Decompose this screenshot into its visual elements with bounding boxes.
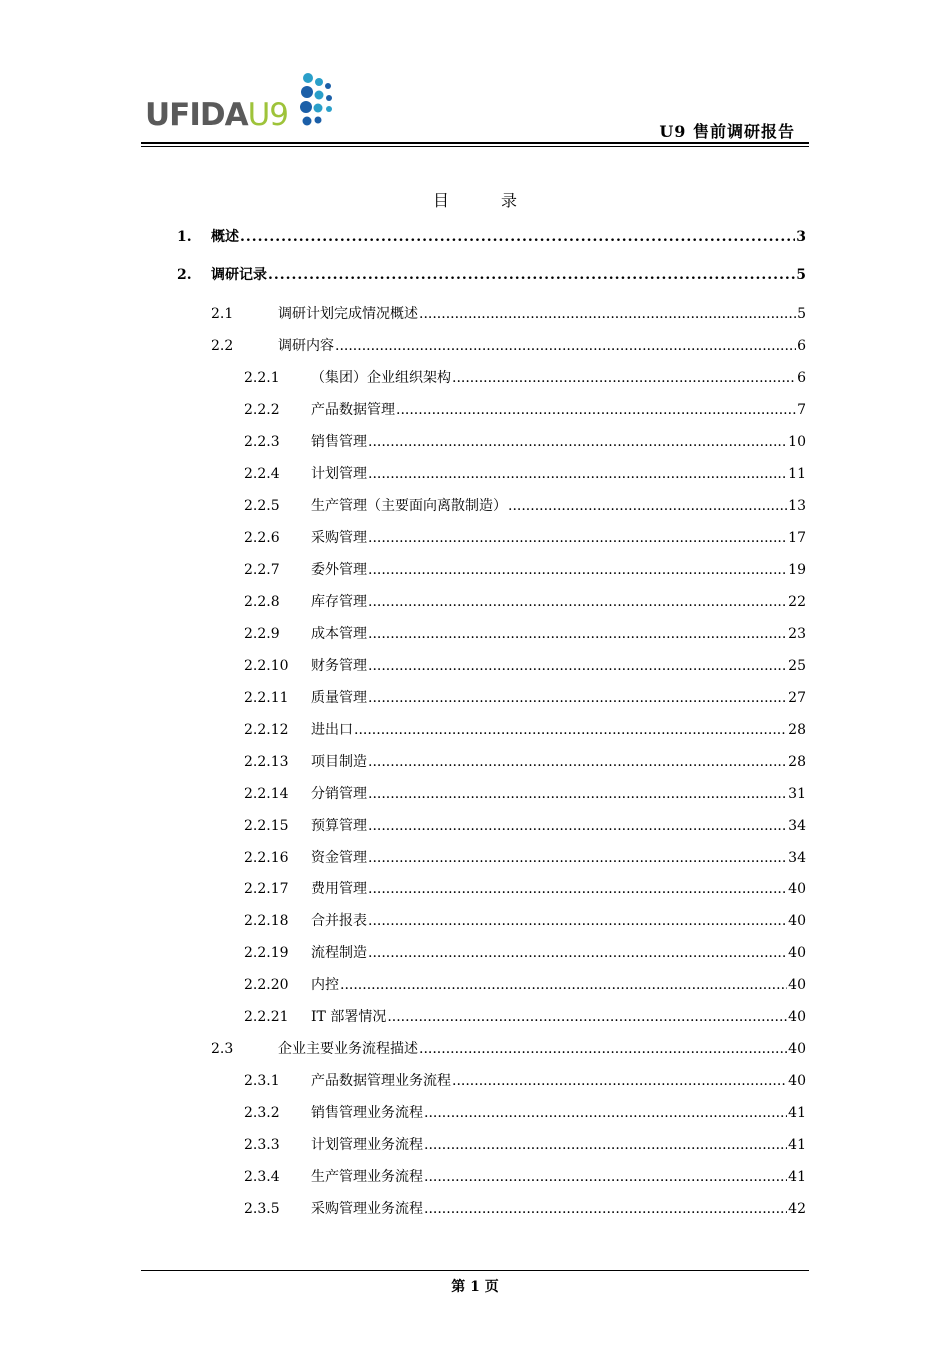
toc-dot-leader bbox=[368, 879, 787, 899]
toc-entry-page: 40 bbox=[788, 1073, 806, 1089]
toc-entry-title: 财务管理 bbox=[311, 658, 367, 674]
toc-entry-number: 2.3.2 bbox=[244, 1105, 280, 1121]
toc-entry[interactable] bbox=[244, 975, 806, 995]
toc-entry-title: 流程制造 bbox=[311, 945, 367, 961]
toc-entry[interactable] bbox=[211, 336, 806, 356]
toc-dot-leader bbox=[387, 1007, 787, 1027]
toc-entry[interactable] bbox=[244, 1103, 806, 1123]
toc-heading-char-2: 录 bbox=[501, 191, 518, 210]
toc-dot-leader bbox=[452, 368, 796, 388]
toc-entry[interactable] bbox=[244, 816, 806, 836]
toc-entry-title: 项目制造 bbox=[311, 754, 367, 770]
toc-entry-page: 31 bbox=[788, 786, 806, 802]
toc-entry-number: 2.2.12 bbox=[244, 722, 289, 738]
toc-entry-page: 42 bbox=[788, 1201, 806, 1217]
toc-entry-page: 23 bbox=[788, 626, 806, 642]
toc-entry-number: 2.2.11 bbox=[244, 690, 289, 706]
toc-entry-page: 28 bbox=[788, 722, 806, 738]
toc-entry-page: 11 bbox=[788, 466, 806, 482]
toc-dot-leader bbox=[368, 752, 787, 772]
toc-entry-title: （集团）企业组织架构 bbox=[311, 370, 451, 386]
toc-dot-leader bbox=[368, 911, 787, 931]
toc-entry-number: 2.2.9 bbox=[244, 626, 280, 642]
toc-entry-title: 计划管理业务流程 bbox=[311, 1137, 423, 1153]
toc-entry-title: 合并报表 bbox=[311, 913, 367, 929]
toc-entry-number: 2.2.21 bbox=[244, 1009, 289, 1025]
toc-entry-title: IT 部署情况 bbox=[311, 1009, 387, 1025]
toc-entry[interactable] bbox=[177, 227, 806, 247]
toc-entry-number: 2.2.19 bbox=[244, 945, 289, 961]
ufida-u9-logo bbox=[145, 70, 345, 136]
toc-dot-leader bbox=[424, 1135, 787, 1155]
toc-entry-title: 费用管理 bbox=[311, 881, 367, 897]
toc-entry-title: 内控 bbox=[311, 977, 339, 993]
toc-entry-page: 19 bbox=[788, 562, 806, 578]
toc-entry-page: 40 bbox=[788, 945, 806, 961]
toc-entry[interactable] bbox=[244, 528, 806, 548]
toc-heading bbox=[0, 188, 950, 211]
toc-entry-title: 生产管理业务流程 bbox=[311, 1169, 423, 1185]
toc-entry-page: 17 bbox=[788, 530, 806, 546]
toc-entry-title: 销售管理业务流程 bbox=[311, 1105, 423, 1121]
logo-text-ufida: UFIDA bbox=[145, 97, 248, 133]
toc-entry[interactable] bbox=[244, 1007, 806, 1027]
toc-dot-leader bbox=[368, 528, 787, 548]
toc-entry-page: 6 bbox=[797, 370, 806, 386]
toc-entry-number: 1. bbox=[177, 229, 192, 245]
toc-entry-number: 2. bbox=[177, 267, 192, 283]
toc-entry[interactable] bbox=[244, 1167, 806, 1187]
toc-entry-title: 产品数据管理业务流程 bbox=[311, 1073, 451, 1089]
logo-text-u9: U9 bbox=[247, 97, 289, 133]
toc-entry-page: 40 bbox=[788, 881, 806, 897]
toc-entry-title: 资金管理 bbox=[311, 850, 367, 866]
toc-entry-page: 41 bbox=[788, 1169, 806, 1185]
toc-entry-page: 10 bbox=[788, 434, 806, 450]
toc-entry-title: 委外管理 bbox=[311, 562, 367, 578]
toc-entry-page: 5 bbox=[796, 267, 806, 283]
toc-dot-leader bbox=[424, 1103, 787, 1123]
toc-entry-number: 2.2.6 bbox=[244, 530, 280, 546]
toc-entry-title: 调研计划完成情况概述 bbox=[278, 306, 418, 322]
toc-entry-number: 2.2.3 bbox=[244, 434, 280, 450]
toc-entry-number: 2.2.8 bbox=[244, 594, 280, 610]
toc-entry[interactable] bbox=[244, 848, 806, 868]
toc-entry[interactable] bbox=[244, 624, 806, 644]
logo-wordmark bbox=[145, 97, 289, 133]
toc-entry-number: 2.2.13 bbox=[244, 754, 289, 770]
toc-entry[interactable] bbox=[244, 943, 806, 963]
toc-entry-title: 企业主要业务流程描述 bbox=[278, 1041, 418, 1057]
toc-dot-leader bbox=[368, 688, 787, 708]
header-rule-thin bbox=[141, 146, 809, 147]
toc-entry-number: 2.3.3 bbox=[244, 1137, 280, 1153]
toc-entry-title: 库存管理 bbox=[311, 594, 367, 610]
toc-heading-char-1: 目 bbox=[432, 191, 449, 210]
toc-entry[interactable] bbox=[177, 265, 806, 285]
toc-entry-page: 5 bbox=[797, 306, 806, 322]
toc-dot-leader bbox=[368, 432, 787, 452]
toc-entry[interactable] bbox=[244, 368, 806, 388]
toc-dot-leader bbox=[354, 720, 787, 740]
toc-entry-page: 27 bbox=[788, 690, 806, 706]
toc-dot-leader bbox=[368, 848, 787, 868]
toc-dot-leader bbox=[335, 336, 796, 356]
toc-dot-leader bbox=[452, 1071, 787, 1091]
toc-entry-page: 34 bbox=[788, 818, 806, 834]
toc-entry[interactable] bbox=[244, 592, 806, 612]
toc-dot-leader bbox=[419, 1039, 787, 1059]
toc-entry[interactable] bbox=[244, 1135, 806, 1155]
toc-entry-number: 2.3.4 bbox=[244, 1169, 280, 1185]
toc-entry-page: 40 bbox=[788, 913, 806, 929]
toc-entry-number: 2.2.4 bbox=[244, 466, 280, 482]
toc-dot-leader bbox=[424, 1199, 787, 1219]
toc-entry-title: 调研内容 bbox=[278, 338, 334, 354]
toc-dot-leader bbox=[368, 943, 787, 963]
toc-entry-page: 25 bbox=[788, 658, 806, 674]
toc-dot-leader bbox=[368, 592, 787, 612]
toc-entry-number: 2.2.15 bbox=[244, 818, 289, 834]
toc-entry-number: 2.2.16 bbox=[244, 850, 289, 866]
toc-entry-page: 6 bbox=[797, 338, 806, 354]
toc-entry-number: 2.2.10 bbox=[244, 658, 289, 674]
toc-entry-page: 41 bbox=[788, 1105, 806, 1121]
toc-entry-number: 2.3.5 bbox=[244, 1201, 280, 1217]
toc-entry-title: 销售管理 bbox=[311, 434, 367, 450]
toc-dot-leader bbox=[240, 227, 795, 247]
toc-entry-number: 2.3 bbox=[211, 1041, 234, 1057]
toc-entry-page: 40 bbox=[788, 1041, 806, 1057]
toc-entry-page: 3 bbox=[796, 229, 806, 245]
toc-dot-leader bbox=[368, 784, 787, 804]
toc-entry-title: 调研记录 bbox=[211, 267, 267, 283]
toc-entry[interactable] bbox=[244, 560, 806, 580]
toc-entry-title: 采购管理 bbox=[311, 530, 367, 546]
footer-rule bbox=[141, 1270, 809, 1271]
header-rule bbox=[141, 142, 809, 144]
toc-entry-page: 40 bbox=[788, 977, 806, 993]
page-number: 第 1 页 bbox=[451, 1279, 499, 1295]
toc-dot-leader bbox=[508, 496, 787, 516]
toc-entry[interactable] bbox=[244, 432, 806, 452]
toc-entry-number: 2.3.1 bbox=[244, 1073, 280, 1089]
toc-dot-leader bbox=[368, 816, 787, 836]
toc-entry-number: 2.2.7 bbox=[244, 562, 280, 578]
toc-entry[interactable] bbox=[244, 464, 806, 484]
toc-entry-title: 预算管理 bbox=[311, 818, 367, 834]
toc-entry-number: 2.2.20 bbox=[244, 977, 289, 993]
toc-entry-title: 概述 bbox=[211, 229, 239, 245]
toc-entry-title: 分销管理 bbox=[311, 786, 367, 802]
toc-entry-title: 进出口 bbox=[311, 722, 353, 738]
toc-entry-number: 2.1 bbox=[211, 306, 234, 322]
toc-entry[interactable] bbox=[244, 911, 806, 931]
toc-entry-page: 13 bbox=[788, 498, 806, 514]
toc-entry[interactable] bbox=[244, 879, 806, 899]
logo-dots-icon bbox=[298, 70, 338, 130]
toc-entry[interactable] bbox=[244, 688, 806, 708]
toc-entry-title: 产品数据管理 bbox=[311, 402, 395, 418]
toc-dot-leader bbox=[368, 560, 787, 580]
toc-entry-title: 采购管理业务流程 bbox=[311, 1201, 423, 1217]
toc-entry[interactable] bbox=[244, 656, 806, 676]
toc-entry[interactable] bbox=[244, 784, 806, 804]
toc-entry-page: 34 bbox=[788, 850, 806, 866]
toc-entry[interactable] bbox=[244, 400, 806, 420]
toc-entry-number: 2.2 bbox=[211, 338, 234, 354]
toc-dot-leader bbox=[368, 464, 787, 484]
toc-entry-number: 2.2.14 bbox=[244, 786, 289, 802]
toc-entry-page: 40 bbox=[788, 1009, 806, 1025]
toc-entry-page: 28 bbox=[788, 754, 806, 770]
toc-dot-leader bbox=[368, 656, 787, 676]
toc-entry-number: 2.2.18 bbox=[244, 913, 289, 929]
toc-entry[interactable] bbox=[244, 496, 806, 516]
toc-entry[interactable] bbox=[211, 1039, 806, 1059]
toc-dot-leader bbox=[340, 975, 787, 995]
toc-dot-leader bbox=[424, 1167, 787, 1187]
toc-entry[interactable] bbox=[244, 1199, 806, 1219]
toc-dot-leader bbox=[396, 400, 796, 420]
toc-entry-title: 质量管理 bbox=[311, 690, 367, 706]
toc-entry-title: 成本管理 bbox=[311, 626, 367, 642]
toc-entry-page: 22 bbox=[788, 594, 806, 610]
toc-entry[interactable] bbox=[244, 752, 806, 772]
toc-entry[interactable] bbox=[244, 720, 806, 740]
toc-entry-number: 2.2.17 bbox=[244, 881, 289, 897]
toc-entry-number: 2.2.1 bbox=[244, 370, 280, 386]
toc-entry-number: 2.2.5 bbox=[244, 498, 280, 514]
toc-entry-page: 7 bbox=[797, 402, 806, 418]
toc-dot-leader bbox=[419, 304, 796, 324]
toc-entry-title: 计划管理 bbox=[311, 466, 367, 482]
toc-entry-title: 生产管理（主要面向离散制造） bbox=[311, 498, 507, 514]
toc-entry[interactable] bbox=[244, 1071, 806, 1091]
toc-entry-page: 41 bbox=[788, 1137, 806, 1153]
report-header-title: U9 售前调研报告 bbox=[659, 122, 795, 141]
toc-dot-leader bbox=[368, 624, 787, 644]
toc-entry-number: 2.2.2 bbox=[244, 402, 280, 418]
toc-entry[interactable] bbox=[211, 304, 806, 324]
toc-dot-leader bbox=[268, 265, 795, 285]
